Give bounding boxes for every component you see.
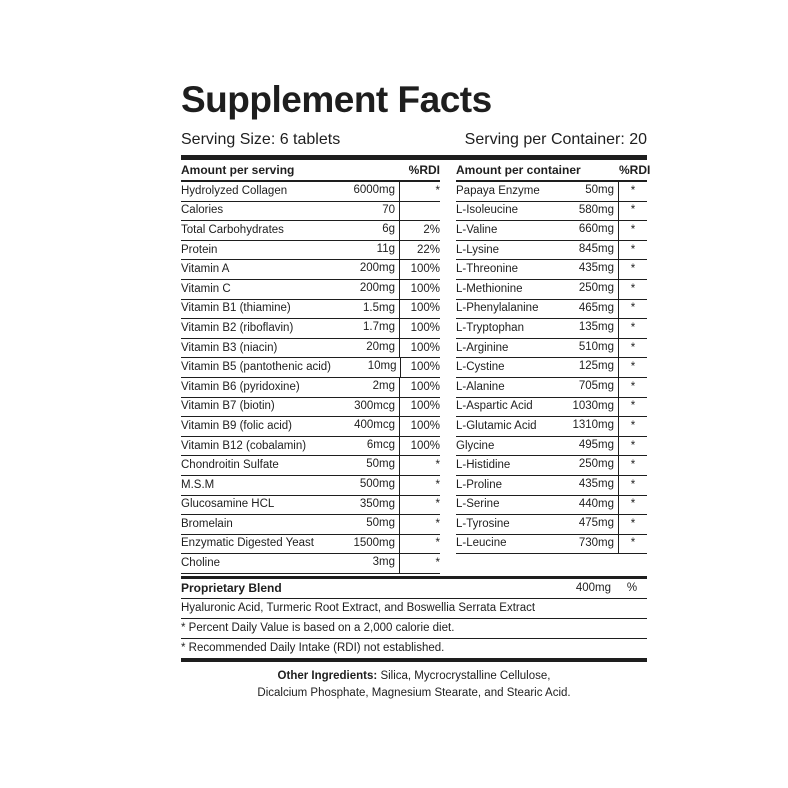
container-nutrient-row: [456, 358, 647, 378]
container-nutrient-name: L-Valine: [456, 223, 498, 236]
serving-nutrient-row: [181, 319, 440, 339]
proprietary-blend-row: [181, 579, 647, 599]
container-nutrient-row: [456, 437, 647, 457]
container-nutrient-rdi: *: [630, 478, 636, 491]
right-column-header: [456, 160, 651, 182]
container-nutrient-name: L-Threonine: [456, 263, 519, 276]
serving-nutrient-amount: 20mg: [327, 339, 400, 358]
serving-nutrient-row: [181, 241, 440, 261]
container-nutrient-row: [456, 378, 647, 398]
container-nutrient-rdi: *: [630, 400, 636, 413]
serving-nutrient-rdi: 22%: [416, 243, 440, 256]
container-nutrient-row: [456, 515, 647, 535]
container-nutrient-amount: 730mg: [558, 535, 619, 554]
serving-nutrient-amount: 1.7mg: [327, 319, 400, 338]
serving-info: [181, 130, 647, 155]
serving-nutrient-rdi: 100%: [410, 302, 440, 315]
container-nutrient-amount: 845mg: [558, 241, 619, 260]
container-nutrient-rdi: *: [630, 459, 636, 472]
container-nutrient-amount: 705mg: [558, 378, 619, 397]
servings-per-container: Serving per Container: 20: [464, 131, 647, 148]
container-nutrient-amount: 660mg: [558, 221, 619, 240]
container-nutrient-rdi: *: [630, 380, 636, 393]
serving-nutrient-rdi: *: [435, 184, 440, 197]
serving-nutrient-amount: 6mcg: [327, 437, 400, 456]
serving-nutrient-name: Vitamin A: [181, 263, 230, 276]
serving-nutrient-rdi: 100%: [410, 400, 440, 413]
serving-nutrient-amount: 300mcg: [327, 398, 400, 417]
serving-nutrient-rdi: 100%: [410, 419, 440, 432]
serving-nutrient-amount: 500mg: [327, 476, 400, 495]
container-nutrient-name: L-Glutamic Acid: [456, 419, 537, 432]
serving-nutrient-amount: 1.5mg: [327, 300, 400, 319]
container-nutrient-row: [456, 300, 647, 320]
serving-nutrient-name: Vitamin B5 (pantothenic acid): [181, 361, 332, 374]
serving-nutrient-row: [181, 339, 440, 359]
container-nutrient-amount: 250mg: [558, 456, 619, 475]
serving-nutrient-rdi: *: [435, 478, 440, 491]
serving-nutrient-amount: 3mg: [327, 554, 400, 573]
serving-nutrient-name: Choline: [181, 557, 220, 570]
nutrient-columns: [181, 160, 651, 574]
serving-nutrient-row: [181, 554, 440, 574]
serving-nutrient-rdi: *: [435, 459, 440, 472]
serving-nutrient-amount: 6000mg: [327, 182, 400, 201]
serving-nutrient-row: [181, 535, 440, 555]
container-nutrient-row: [456, 339, 647, 359]
serving-nutrient-name: Total Carbohydrates: [181, 223, 284, 236]
serving-nutrient-name: Chondroitin Sulfate: [181, 459, 279, 472]
serving-nutrient-rdi: 100%: [410, 321, 440, 334]
serving-nutrient-name: Vitamin B1 (thiamine): [181, 302, 291, 315]
serving-nutrient-name: M.S.M: [181, 478, 215, 491]
serving-size: Serving Size: 6 tablets: [181, 131, 341, 148]
container-nutrient-row: [456, 535, 647, 555]
serving-nutrient-rdi: 100%: [410, 263, 440, 276]
other-ingredients-line-1: Silica, Mycrocrystalline Cellulose,: [380, 669, 551, 682]
container-nutrient-name: L-Cystine: [456, 361, 505, 374]
left-column-header: [181, 160, 440, 182]
serving-nutrient-amount: 10mg: [331, 358, 401, 377]
container-nutrient-rdi: *: [630, 321, 636, 334]
container-nutrient-name: L-Leucine: [456, 537, 507, 550]
serving-nutrient-rdi: 100%: [410, 361, 440, 374]
serving-nutrient-name: Calories: [181, 204, 224, 217]
container-nutrient-row: [456, 280, 647, 300]
serving-nutrient-name: Vitamin C: [181, 282, 231, 295]
serving-nutrient-rdi: 100%: [410, 341, 440, 354]
container-nutrient-amount: 135mg: [558, 319, 619, 338]
container-nutrient-amount: 435mg: [558, 476, 619, 495]
serving-nutrient-row: [181, 300, 440, 320]
serving-nutrient-amount: 200mg: [327, 260, 400, 279]
container-nutrient-name: L-Alanine: [456, 380, 505, 393]
serving-nutrient-row: [181, 378, 440, 398]
container-nutrient-name: L-Arginine: [456, 341, 509, 354]
serving-nutrient-amount: 350mg: [327, 496, 400, 515]
container-nutrient-name: L-Serine: [456, 498, 500, 511]
serving-nutrient-row: [181, 221, 440, 241]
serving-nutrient-amount: 2mg: [327, 378, 400, 397]
container-nutrient-name: L-Lysine: [456, 243, 500, 256]
container-nutrient-amount: 125mg: [558, 358, 619, 377]
serving-nutrient-name: Vitamin B3 (niacin): [181, 341, 278, 354]
container-nutrient-name: L-Tyrosine: [456, 517, 510, 530]
container-nutrient-row: [456, 221, 647, 241]
container-nutrient-rdi: *: [630, 204, 636, 217]
serving-nutrient-name: Enzymatic Digested Yeast: [181, 537, 314, 550]
serving-nutrient-name: Vitamin B6 (pyridoxine): [181, 380, 300, 393]
container-nutrient-rdi: *: [630, 439, 636, 452]
container-nutrient-row: [456, 496, 647, 516]
container-nutrient-amount: 250mg: [558, 280, 619, 299]
serving-nutrient-row: [181, 437, 440, 457]
serving-nutrient-amount: 70: [327, 202, 400, 221]
container-nutrient-rdi: *: [630, 282, 636, 295]
left-nutrient-column: [181, 160, 440, 574]
container-nutrient-amount: 495mg: [558, 437, 619, 456]
serving-nutrient-rdi: *: [435, 537, 440, 550]
container-nutrient-row: [456, 319, 647, 339]
container-nutrient-name: L-Histidine: [456, 459, 511, 472]
other-ingredients-label: Other Ingredients:: [277, 669, 378, 682]
container-nutrient-rdi: *: [630, 517, 636, 530]
footnote-rdi: * Recommended Daily Intake (RDI) not established.: [181, 639, 647, 659]
serving-nutrient-row: [181, 515, 440, 535]
container-nutrient-rdi: *: [630, 263, 636, 276]
container-nutrient-amount: 1310mg: [558, 417, 619, 436]
left-header-rdi: %RDI: [408, 162, 440, 177]
serving-nutrient-row: [181, 358, 440, 378]
serving-nutrient-name: Vitamin B12 (cobalamin): [181, 439, 307, 452]
serving-nutrient-name: Glucosamine HCL: [181, 498, 275, 511]
container-nutrient-rdi: *: [630, 498, 636, 511]
other-ingredients-line-2: Dicalcium Phosphate, Magnesium Stearate, and Stearic Acid.: [257, 686, 571, 699]
container-nutrient-amount: 510mg: [558, 339, 619, 358]
serving-nutrient-row: [181, 398, 440, 418]
serving-nutrient-rdi: 100%: [410, 439, 440, 452]
container-nutrient-amount: 440mg: [558, 496, 619, 515]
serving-nutrient-rdi: *: [435, 557, 440, 570]
serving-nutrient-rdi: *: [435, 517, 440, 530]
right-header-rdi: %RDI: [619, 162, 651, 177]
serving-nutrient-row: [181, 182, 440, 202]
left-header-label: Amount per serving: [181, 162, 295, 177]
container-nutrient-rdi: *: [630, 537, 636, 550]
serving-nutrient-amount: 6g: [327, 221, 400, 240]
container-nutrient-name: Glycine: [456, 439, 495, 452]
container-nutrient-name: L-Isoleucine: [456, 204, 519, 217]
container-nutrient-rdi: *: [630, 223, 636, 236]
serving-nutrient-name: Protein: [181, 243, 218, 256]
serving-nutrient-amount: 50mg: [327, 456, 400, 475]
serving-nutrient-row: [181, 456, 440, 476]
container-nutrient-row: [456, 456, 647, 476]
proprietary-ingredients: Hyaluronic Acid, Turmeric Root Extract, and Boswellia Serrata Extract: [181, 599, 647, 619]
serving-nutrient-name: Vitamin B7 (biotin): [181, 400, 275, 413]
container-nutrient-row: [456, 398, 647, 418]
container-nutrient-rdi: *: [630, 361, 636, 374]
serving-nutrient-name: Vitamin B2 (riboflavin): [181, 321, 294, 334]
right-nutrient-column: [456, 160, 651, 574]
container-nutrient-row: [456, 182, 647, 202]
serving-nutrient-rdi: 2%: [423, 223, 440, 236]
proprietary-blend-name: Proprietary Blend: [181, 581, 282, 596]
label-title: Supplement Facts: [181, 79, 492, 120]
container-nutrient-amount: 475mg: [558, 515, 619, 534]
container-nutrient-rdi: *: [630, 341, 636, 354]
footnote-daily-value: * Percent Daily Value is based on a 2,000 calorie diet.: [181, 619, 647, 639]
container-nutrient-row: [456, 260, 647, 280]
container-nutrient-amount: 1030mg: [558, 398, 619, 417]
other-ingredients: [181, 668, 647, 702]
serving-nutrient-rdi: 100%: [410, 282, 440, 295]
serving-nutrient-name: Bromelain: [181, 517, 233, 530]
serving-nutrient-amount: 400mcg: [327, 417, 400, 436]
container-nutrient-amount: 580mg: [558, 202, 619, 221]
container-nutrient-amount: 50mg: [558, 182, 619, 201]
serving-nutrient-name: Hydrolyzed Collagen: [181, 184, 288, 197]
bottom-divider: [181, 659, 647, 662]
serving-nutrient-row: [181, 496, 440, 516]
container-nutrient-rdi: *: [630, 243, 636, 256]
container-nutrient-row: [456, 241, 647, 261]
serving-nutrient-rdi: *: [435, 498, 440, 511]
container-nutrient-rdi: *: [630, 419, 636, 432]
serving-nutrient-row: [181, 280, 440, 300]
container-nutrient-rdi: *: [630, 302, 636, 315]
serving-nutrient-amount: 11g: [327, 241, 400, 260]
serving-nutrient-name: Vitamin B9 (folic acid): [181, 419, 292, 432]
serving-nutrient-row: [181, 476, 440, 496]
container-nutrient-name: L-Phenylalanine: [456, 302, 539, 315]
container-nutrient-amount: 465mg: [558, 300, 619, 319]
serving-nutrient-amount: 1500mg: [327, 535, 400, 554]
supplement-facts-label: [181, 78, 651, 702]
container-nutrient-name: L-Aspartic Acid: [456, 400, 533, 413]
container-nutrient-name: Papaya Enzyme: [456, 184, 540, 197]
container-nutrient-name: L-Methionine: [456, 282, 523, 295]
container-nutrient-row: [456, 476, 647, 496]
container-nutrient-rdi: *: [630, 184, 636, 197]
container-nutrient-name: L-Proline: [456, 478, 503, 491]
container-nutrient-row: [456, 417, 647, 437]
container-nutrient-row: [456, 202, 647, 222]
serving-nutrient-rdi: 100%: [410, 380, 440, 393]
container-nutrient-name: L-Tryptophan: [456, 321, 524, 334]
container-nutrient-amount: 435mg: [558, 260, 619, 279]
serving-nutrient-row: [181, 202, 440, 222]
serving-nutrient-row: [181, 417, 440, 437]
right-header-label: Amount per container: [456, 162, 581, 177]
serving-nutrient-amount: 200mg: [327, 280, 400, 299]
proprietary-blend-amount: 400mg: [575, 582, 611, 595]
proprietary-blend-rdi: %: [626, 582, 638, 595]
serving-nutrient-row: [181, 260, 440, 280]
serving-nutrient-amount: 50mg: [327, 515, 400, 534]
